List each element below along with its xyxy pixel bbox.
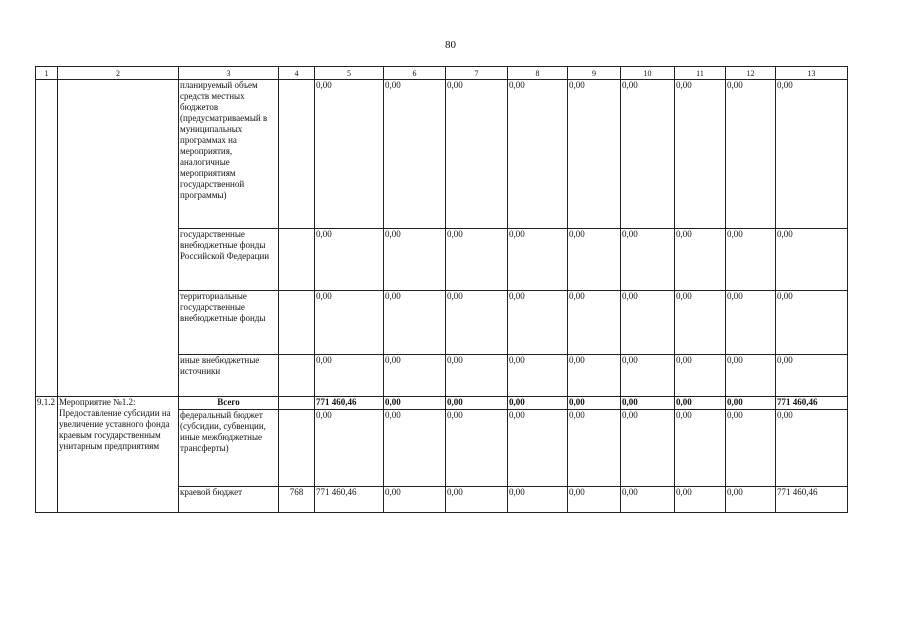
funding-source: территориальные государственные внебюджетные фонды: [179, 291, 279, 355]
funding-source: государственные внебюджетные фонды Российской Федерации: [179, 229, 279, 291]
code-cell: [279, 410, 315, 487]
value-cell: 0,00: [726, 410, 776, 487]
code-cell: [279, 291, 315, 355]
value-cell: 0,00: [568, 229, 621, 291]
value-cell: 0,00: [384, 229, 446, 291]
measure-name: Мероприятие №1.2: Предоставление субсидии на увеличение уставного фонда краевым государственным унитарным предприятиям: [58, 397, 179, 513]
value-cell: 0,00: [568, 355, 621, 397]
value-cell: 0,00: [621, 487, 675, 513]
funding-source: иные внебюджетные источники: [179, 355, 279, 397]
value-cell: 0,00: [776, 355, 848, 397]
column-number: 10: [621, 67, 675, 80]
value-cell: 0,00: [508, 80, 568, 229]
value-cell: 0,00: [508, 355, 568, 397]
value-cell: 0,00: [508, 397, 568, 410]
value-cell: 0,00: [621, 229, 675, 291]
value-cell: 0,00: [726, 229, 776, 291]
value-cell: 0,00: [568, 410, 621, 487]
value-cell: 0,00: [315, 410, 384, 487]
value-cell: 0,00: [446, 355, 508, 397]
table-row: [36, 80, 848, 229]
value-cell: 0,00: [726, 355, 776, 397]
value-cell: 0,00: [446, 229, 508, 291]
column-number: 13: [776, 67, 848, 80]
value-cell: 0,00: [776, 410, 848, 487]
column-number: 12: [726, 67, 776, 80]
value-cell: 0,00: [384, 397, 446, 410]
value-cell: 0,00: [508, 410, 568, 487]
value-cell: 0,00: [675, 410, 726, 487]
value-cell: 0,00: [726, 397, 776, 410]
value-cell: 0,00: [315, 229, 384, 291]
value-cell: 0,00: [315, 291, 384, 355]
value-cell: 0,00: [675, 80, 726, 229]
column-number: 9: [568, 67, 621, 80]
value-cell: 0,00: [726, 487, 776, 513]
value-cell: 0,00: [675, 397, 726, 410]
value-cell: 0,00: [568, 487, 621, 513]
value-cell: 0,00: [726, 80, 776, 229]
table-row: [36, 397, 848, 410]
value-cell: 0,00: [446, 80, 508, 229]
code-cell: 768: [279, 487, 315, 513]
value-cell: 771 460,46: [776, 487, 848, 513]
value-cell: 0,00: [446, 397, 508, 410]
funding-source: Всего: [179, 397, 279, 410]
column-number: 8: [508, 67, 568, 80]
column-number: 1: [36, 67, 58, 80]
code-cell: [279, 355, 315, 397]
name-cell: [58, 80, 179, 397]
code-cell: [279, 229, 315, 291]
page-number: 80: [445, 39, 456, 51]
value-cell: 0,00: [508, 291, 568, 355]
value-cell: 0,00: [315, 80, 384, 229]
value-cell: 0,00: [384, 410, 446, 487]
value-cell: 0,00: [315, 355, 384, 397]
value-cell: 771 460,46: [776, 397, 848, 410]
code-cell: [279, 80, 315, 229]
column-number: 5: [315, 67, 384, 80]
value-cell: 0,00: [621, 291, 675, 355]
value-cell: 0,00: [568, 291, 621, 355]
value-cell: 0,00: [776, 291, 848, 355]
value-cell: 0,00: [621, 80, 675, 229]
column-number: 11: [675, 67, 726, 80]
measure-number: 9.1.2: [36, 397, 58, 513]
value-cell: 0,00: [675, 487, 726, 513]
column-number-row: [36, 67, 848, 80]
budget-table: [35, 66, 848, 513]
value-cell: 0,00: [508, 487, 568, 513]
column-number: 4: [279, 67, 315, 80]
value-cell: 0,00: [568, 397, 621, 410]
value-cell: 0,00: [621, 397, 675, 410]
funding-source: федеральный бюджет (субсидии, субвенции, иные межбюджетные трансферты): [179, 410, 279, 487]
value-cell: 771 460,46: [315, 397, 384, 410]
value-cell: 0,00: [675, 229, 726, 291]
value-cell: 0,00: [621, 410, 675, 487]
value-cell: 0,00: [675, 291, 726, 355]
value-cell: 0,00: [446, 291, 508, 355]
funding-source: краевой бюджет: [179, 487, 279, 513]
value-cell: 0,00: [446, 487, 508, 513]
column-number: 7: [446, 67, 508, 80]
number-cell: [36, 80, 58, 397]
value-cell: 0,00: [776, 229, 848, 291]
column-number: 3: [179, 67, 279, 80]
value-cell: 0,00: [568, 80, 621, 229]
column-number: 6: [384, 67, 446, 80]
value-cell: 0,00: [776, 80, 848, 229]
funding-source: планируемый объем средств местных бюджетов (предусматриваемый в муниципальных программах на мероприятия, аналогичные мероприятиям государственной программы): [179, 80, 279, 229]
value-cell: 0,00: [384, 80, 446, 229]
value-cell: 0,00: [384, 291, 446, 355]
value-cell: 0,00: [675, 355, 726, 397]
value-cell: 0,00: [621, 355, 675, 397]
value-cell: 0,00: [508, 229, 568, 291]
value-cell: 771 460,46: [315, 487, 384, 513]
value-cell: 0,00: [384, 487, 446, 513]
value-cell: 0,00: [446, 410, 508, 487]
value-cell: 0,00: [726, 291, 776, 355]
value-cell: 0,00: [384, 355, 446, 397]
column-number: 2: [58, 67, 179, 80]
code-cell: [279, 397, 315, 410]
